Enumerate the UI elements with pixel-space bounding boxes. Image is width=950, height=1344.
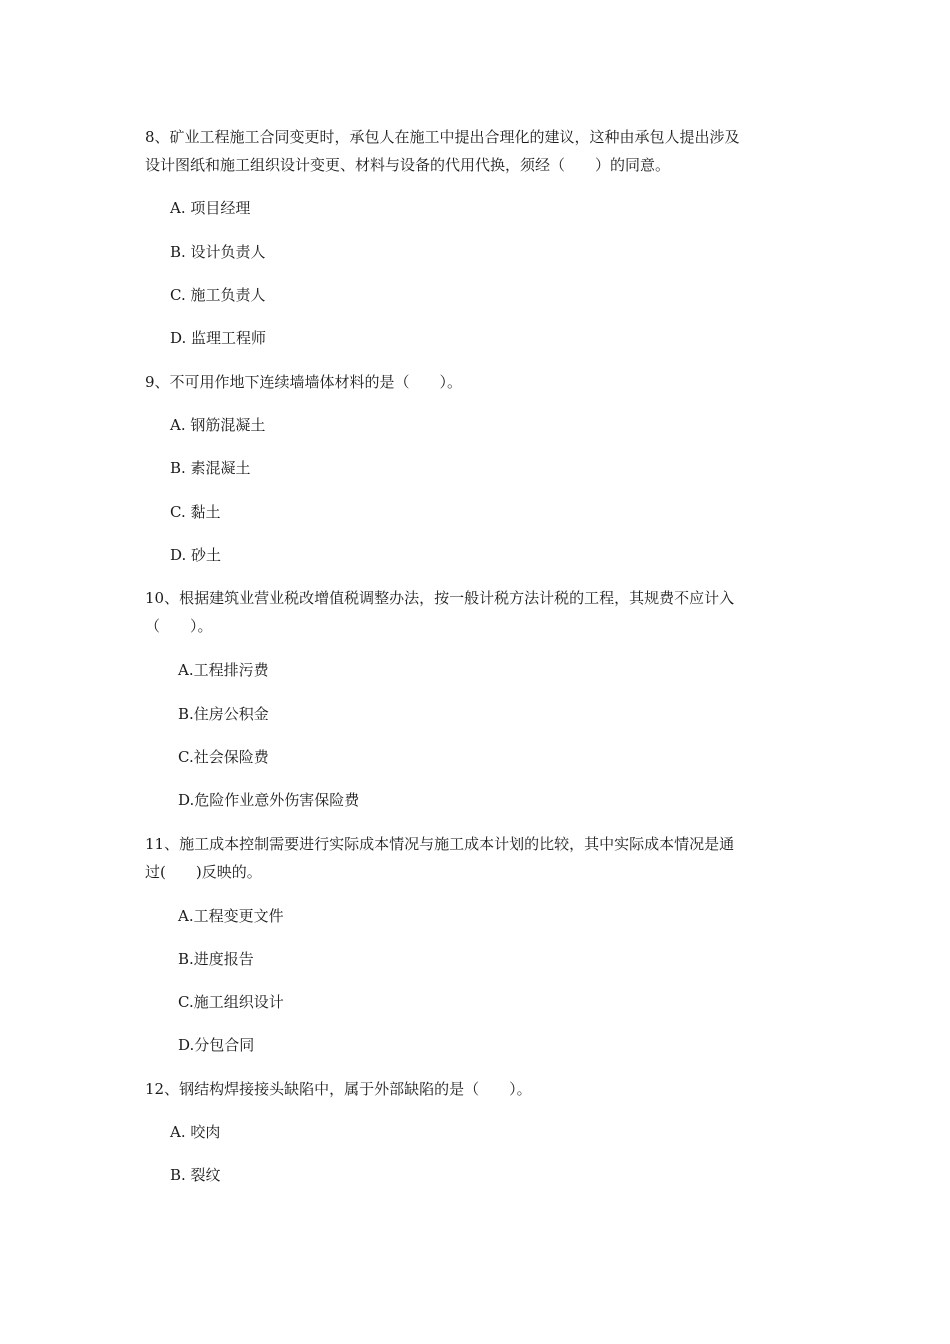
question-10-line-1: 10、根据建筑业营业税改增值税调整办法，按一般计税方法计税的工程，其规费不应计入 — [145, 589, 735, 607]
question-8-option-b: B. 设计负责人 — [170, 243, 266, 261]
question-9-option-d: D. 砂土 — [170, 546, 222, 564]
question-11-option-d: D.分包合同 — [178, 1036, 255, 1054]
question-11-option-c: C.施工组织设计 — [178, 993, 284, 1011]
question-10-option-a: A.工程排污费 — [178, 661, 269, 679]
question-11-option-b: B.进度报告 — [178, 950, 254, 968]
question-10-option-d: D.危险作业意外伤害保险费 — [178, 791, 360, 809]
question-12-line-1: 12、钢结构焊接接头缺陷中，属于外部缺陷的是（ ）。 — [145, 1080, 532, 1098]
question-11-option-a: A.工程变更文件 — [178, 907, 284, 925]
question-9-line-1: 9、不可用作地下连续墙墙体材料的是（ ）。 — [145, 373, 463, 391]
question-11-line-2: 过( )反映的。 — [145, 863, 262, 881]
question-10-line-2: （ ）。 — [145, 617, 213, 635]
question-12-option-b: B. 裂纹 — [170, 1166, 221, 1184]
question-8-line-1: 8、矿业工程施工合同变更时，承包人在施工中提出合理化的建议，这种由承包人提出涉及 — [145, 128, 740, 146]
question-8-option-a: A. 项目经理 — [170, 199, 251, 217]
question-8-option-c: C. 施工负责人 — [170, 286, 266, 304]
question-12-option-a: A. 咬肉 — [170, 1123, 221, 1141]
question-11-line-1: 11、施工成本控制需要进行实际成本情况与施工成本计划的比较，其中实际成本情况是通 — [145, 835, 735, 853]
question-10-option-b: B.住房公积金 — [178, 705, 269, 723]
question-9-option-b: B. 素混凝土 — [170, 459, 251, 477]
question-9-option-c: C. 黏土 — [170, 503, 221, 521]
question-8-line-2: 设计图纸和施工组织设计变更、材料与设备的代用代换，须经（ ）的同意。 — [145, 156, 671, 174]
question-8-option-d: D. 监理工程师 — [170, 329, 267, 347]
question-9-option-a: A. 钢筋混凝土 — [170, 416, 266, 434]
question-10-option-c: C.社会保险费 — [178, 748, 269, 766]
